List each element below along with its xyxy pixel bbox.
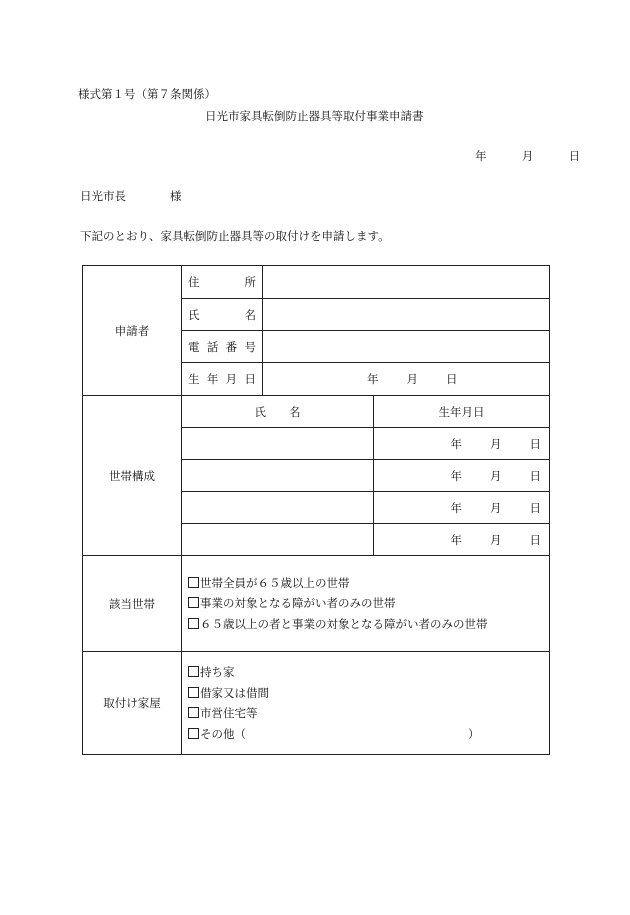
house-option-other[interactable]: その他（ ） (188, 724, 549, 745)
address-label: 住 所 (182, 266, 263, 299)
applicant-section-label: 申請者 (83, 266, 182, 396)
checkbox[interactable] (188, 577, 199, 588)
birth-label: 生 年 月 日 (182, 363, 263, 396)
lead-text: 下記のとおり、家具転倒防止器具等の取付けを申請します。 (80, 229, 390, 243)
household-member-birth[interactable]: 年 月 日 (374, 492, 550, 524)
phone-field[interactable] (263, 331, 550, 363)
household-member-name[interactable] (182, 524, 374, 556)
household-col-name: 氏 名 (182, 396, 374, 428)
phone-label: 電 話 番 号 (182, 331, 263, 363)
name-field[interactable] (263, 299, 550, 331)
name-label: 氏 名 (182, 299, 263, 331)
addressee-honorific: 様 (170, 189, 182, 203)
household-member-birth[interactable]: 年 月 日 (374, 460, 550, 492)
checkbox[interactable] (188, 618, 199, 629)
household-member-name[interactable] (182, 460, 374, 492)
eligible-option[interactable]: 世帯全員が６５歳以上の世帯 (188, 573, 549, 594)
date-day: 日 (568, 149, 581, 163)
application-table (82, 265, 550, 755)
house-section-label: 取付け家屋 (83, 652, 182, 755)
household-section-label: 世帯構成 (83, 396, 182, 556)
checkbox[interactable] (188, 666, 199, 677)
checkbox[interactable] (188, 728, 199, 739)
application-date (475, 148, 580, 164)
checkbox[interactable] (188, 687, 199, 698)
household-member-name[interactable] (182, 428, 374, 460)
page-title: 日光市家具転倒防止器具等取付事業申請書 (205, 109, 424, 123)
eligible-options (182, 556, 550, 652)
household-member-birth[interactable]: 年 月 日 (374, 524, 550, 556)
household-member-birth[interactable]: 年 月 日 (374, 428, 550, 460)
form-number: 様式第１号（第７条関係） (78, 87, 216, 101)
household-col-birth: 生年月日 (374, 396, 550, 428)
date-month: 月 (521, 149, 534, 163)
household-member-name[interactable] (182, 492, 374, 524)
eligible-section-label: 該当世帯 (83, 556, 182, 652)
house-options (182, 652, 550, 755)
eligible-option[interactable]: ６５歳以上の者と事業の対象となる障がい者のみの世帯 (188, 614, 549, 635)
addressee (80, 188, 182, 204)
checkbox[interactable] (188, 597, 199, 608)
house-option[interactable]: 市営住宅等 (188, 703, 549, 724)
house-option[interactable]: 借家又は借間 (188, 683, 549, 704)
checkbox[interactable] (188, 707, 199, 718)
house-option[interactable]: 持ち家 (188, 662, 549, 683)
address-field[interactable] (263, 266, 550, 299)
birth-field[interactable]: 年 月 日 (263, 363, 550, 396)
addressee-name: 日光市長 (80, 189, 126, 203)
date-year: 年 (475, 149, 487, 163)
eligible-option[interactable]: 事業の対象となる障がい者のみの世帯 (188, 593, 549, 614)
